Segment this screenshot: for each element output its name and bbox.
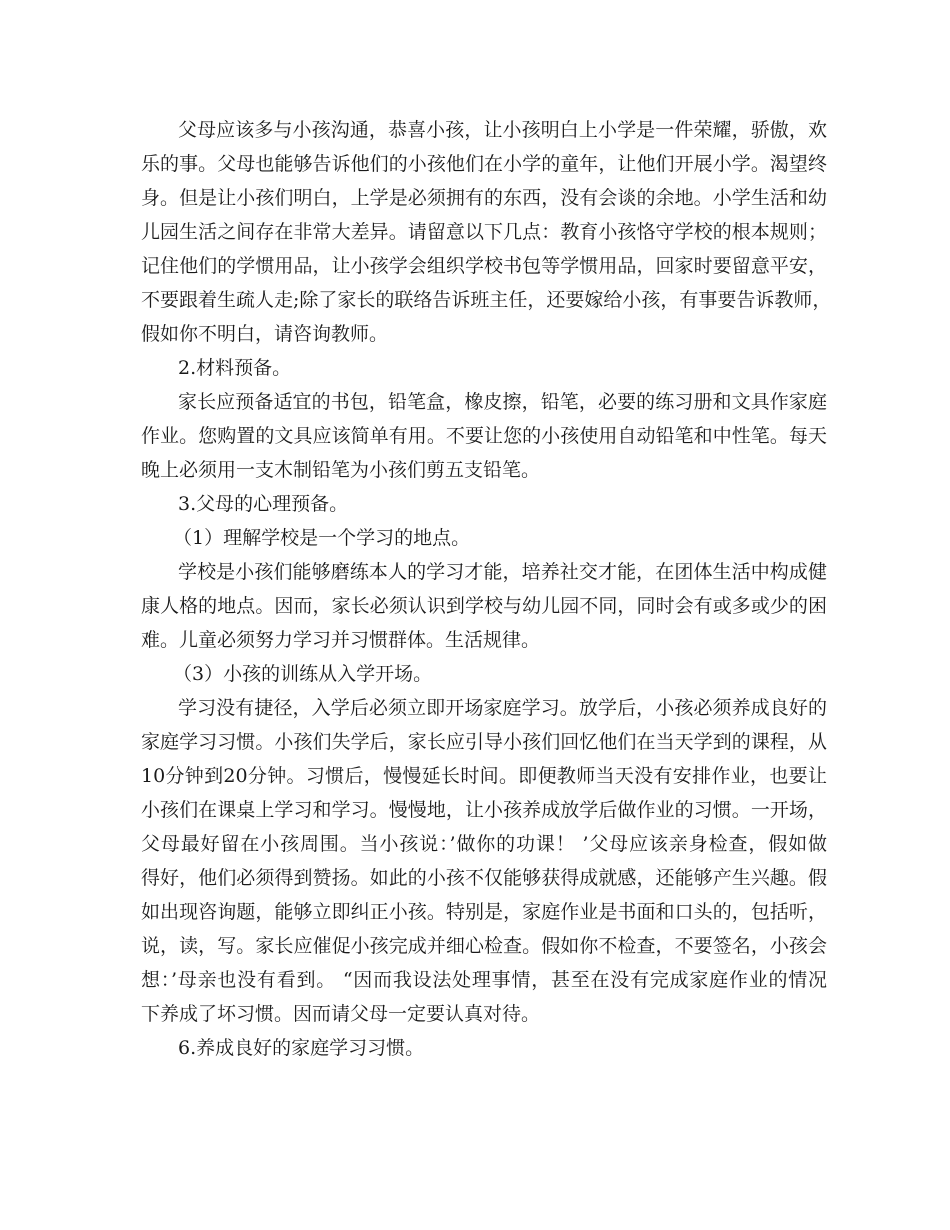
paragraph-line: 不要跟着生疏人走;除了家长的联络告诉班主任，还要嫁给小孩，有事要告诉教师，	[141, 289, 832, 311]
paragraph-line: 乐的事。父母也能够告诉他们的小孩他们在小学的童年，让他们开展小学。渴望终	[141, 153, 827, 175]
paragraph-line: 作业。您购置的文具应该简单有用。不要让您的小孩使用自动铅笔和中性笔。每天	[141, 425, 827, 447]
paragraph-line: 晚上必须用一支木制铅笔为小孩们剪五支铅笔。	[141, 459, 541, 481]
paragraph-line: 学校是小孩们能够磨练本人的学习才能，培养社交才能，在团体生活中构成健	[178, 561, 827, 583]
paragraph-line: 学习没有捷径，入学后必须立即开场家庭学习。放学后，小孩必须养成良好的	[178, 697, 827, 719]
paragraph-line: 下养成了坏习惯。因而请父母一定要认真对待。	[141, 1003, 541, 1025]
paragraph-line: 家庭学习习惯。小孩们失学后，家长应引导小孩们回忆他们在当天学到的课程，从	[141, 731, 827, 753]
paragraph-line: 想：’母亲也没有看到。 “因而我设法处理事情，甚至在没有完成家庭作业的情况	[141, 969, 827, 991]
paragraph-line: 如出现咨询题，能够立即纠正小孩。特别是，家庭作业是书面和口头的，包括听，	[141, 901, 827, 923]
section-heading: 2.材料预备。	[178, 357, 292, 379]
paragraph-line: 得好，他们必须得到赞扬。如此的小孩不仅能够获得成就感，还能够产生兴趣。假	[141, 867, 827, 889]
paragraph-line: 记住他们的学惯用品，让小孩学会组织学校书包等学惯用品，回家时要留意平安，	[141, 255, 827, 277]
paragraph-line: 父母应该多与小孩沟通，恭喜小孩，让小孩明白上小学是一件荣耀，骄傲，欢	[178, 119, 827, 141]
section-heading: 3.父母的心理预备。	[178, 493, 349, 515]
subsection-heading: （3）小孩的训练从入学开场。	[173, 663, 433, 685]
paragraph-line: 儿园生活之间存在非常大差异。请留意以下几点：教育小孩恪守学校的根本规则；	[141, 221, 827, 243]
paragraph-line: 假如你不明白，请咨询教师。	[141, 323, 389, 345]
paragraph-line: 父母最好留在小孩周围。当小孩说：’做你的功课！ ’父母应该亲身检查，假如做	[141, 833, 827, 855]
paragraph-line: 身。但是让小孩们明白，上学是必须拥有的东西，没有会谈的余地。小学生活和幼	[141, 187, 827, 209]
document-body	[141, 113, 832, 1065]
paragraph-line: 小孩们在课桌上学习和学习。慢慢地，让小孩养成放学后做作业的习惯。一开场，	[141, 799, 827, 821]
paragraph-line: 说，读，写。家长应催促小孩完成并细心检查。假如你不检查，不要签名，小孩会	[141, 935, 827, 957]
section-heading: 6.养成良好的家庭学习习惯。	[178, 1037, 425, 1059]
paragraph-line: 家长应预备适宜的书包，铅笔盒，橡皮擦，铅笔，必要的练习册和文具作家庭	[178, 391, 827, 413]
paragraph-line: 康人格的地点。因而，家长必须认识到学校与幼儿园不同，同时会有或多或少的困	[141, 595, 827, 617]
paragraph-line: 难。儿童必须努力学习并习惯群体。生活规律。	[141, 629, 541, 651]
subsection-heading: （1）理解学校是一个学习的地点。	[173, 527, 471, 549]
paragraph-line: 10分钟到20分钟。习惯后，慢慢延长时间。即便教师当天没有安排作业，也要让	[141, 765, 827, 787]
